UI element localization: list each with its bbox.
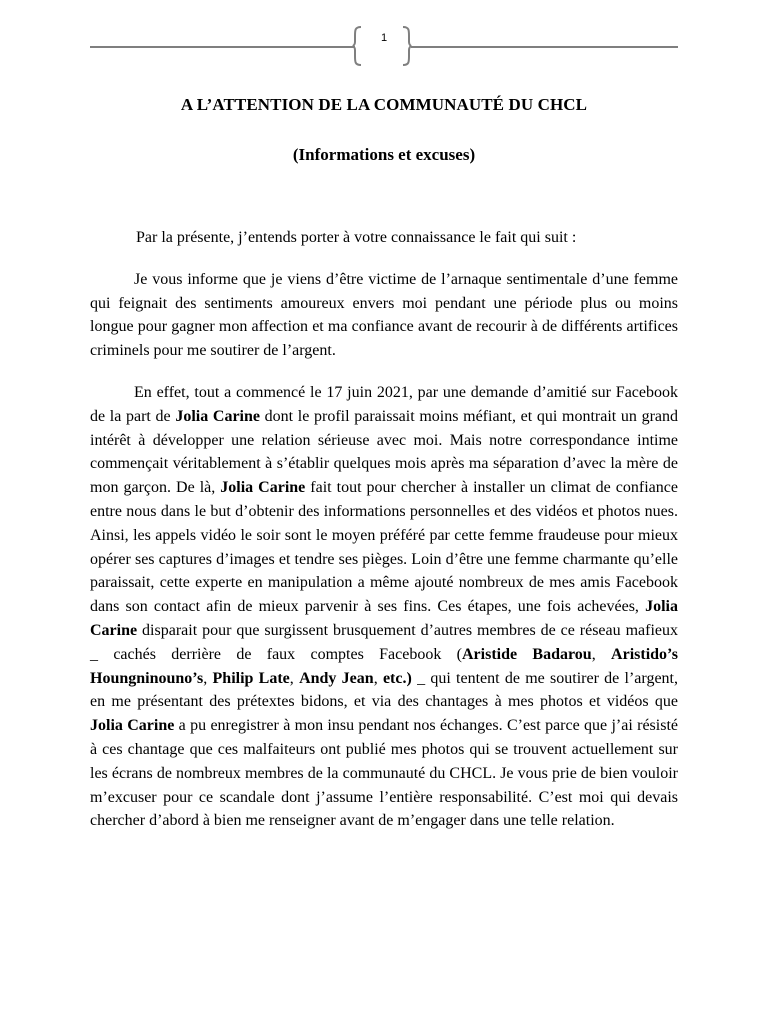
- name-jolia-carine-2: Jolia Carine: [220, 479, 306, 497]
- p2-text-3: fait tout pour chercher à installer un climat de confiance entre nous dans le but d’obtenir des informations personnelles et des vidéos et photos nues. Ainsi, les appels vidéo le soir sont le moyen préféré par cette femme fraudeuse pour mieux opérer ses captures d’images et tendre ses pièges. Loin d’être une femme charmante qu’elle paraissait, cette experte en manipulation a même ajouté nombreux de mes amis Facebook dans son contact afin de mieux parvenir à ses fins. Ces étapes, une fois achevées,: [90, 479, 678, 616]
- name-jolia-carine-1: Jolia Carine: [175, 407, 260, 425]
- name-aristidos-houngninounos: Aristido’s Houngninouno’s: [90, 645, 679, 687]
- intro-paragraph: Par la présente, j’entends porter à votre connaissance le fait qui suit :: [136, 229, 577, 246]
- document-subtitle: (Informations et excuses): [292, 145, 476, 164]
- name-philip-late: Philip Late: [212, 669, 290, 687]
- etc-text: etc.): [382, 669, 412, 687]
- p2-text-6: a pu enregistrer à mon insu pendant nos échanges. C’est parce que j’ai résisté à ces chantage que ces malfaiteurs ont publié mes photos qui se trouvent actuellement sur les écrans de nombreux membres de la communauté du CHCL. Je vous prie de bien vouloir m’excuser pour ce scandale dont j’assume l’entière responsabilité. C’est moi qui devais chercher d’abord à bien me renseigner avant de m’engager dans une telle relation.: [90, 717, 679, 830]
- name-jolia-carine-3: Jolia Carine: [90, 598, 678, 639]
- p2-text-4: disparait pour que surgissent brusquement d’autres membres de ce réseau mafieux _ cachés derrière de faux comptes Facebook (: [90, 621, 678, 663]
- paragraph-1: Je vous informe que je viens d’être victime de l’arnaque sentimentale d’une femme qui feignait des sentiments amoureux envers moi pendant une période plus ou moins longue pour gagner mon affection et ma confiance avant de recourir à de différents artifices criminels pour me soutirer de l’argent.: [90, 270, 678, 360]
- page-number: 1: [380, 32, 388, 44]
- p2-sep-2: ,: [203, 669, 213, 687]
- p2-sep-3: ,: [289, 669, 300, 687]
- p2-text-2: dont le profil paraissait moins méfiant, et qui montrait un grand intérêt à développer une relation sérieuse avec moi. Mais notre correspondance intime commençait véritablement à s’établir quelques mois après ma séparation d’avec la mère de mon garçon. De là,: [90, 407, 679, 497]
- p2-sep-4: ,: [373, 669, 383, 687]
- document-body: [90, 226, 678, 851]
- header-rule-right: [411, 46, 678, 48]
- name-aristide-badarou: Aristide Badarou: [462, 645, 592, 663]
- header-bracket-left: [352, 26, 362, 66]
- name-andy-jean: Andy Jean: [299, 669, 374, 687]
- header-rule-left: [90, 46, 355, 48]
- paragraph-2: [90, 381, 678, 833]
- document-title: A L’ATTENTION DE LA COMMUNAUTÉ DU CHCL: [180, 95, 588, 114]
- name-jolia-carine-4: Jolia Carine: [90, 717, 175, 735]
- p2-sep-1: ,: [591, 645, 612, 663]
- p2-text-1: En effet, tout a commencé le 17 juin 2021, par une demande d’amitié sur Facebook de la part de: [90, 383, 678, 425]
- p2-text-5: _ qui tentent de me soutirer de l’argent, en me présentant des prétextes bidons, et via des chantages à mes photos et vidéos que: [90, 669, 678, 711]
